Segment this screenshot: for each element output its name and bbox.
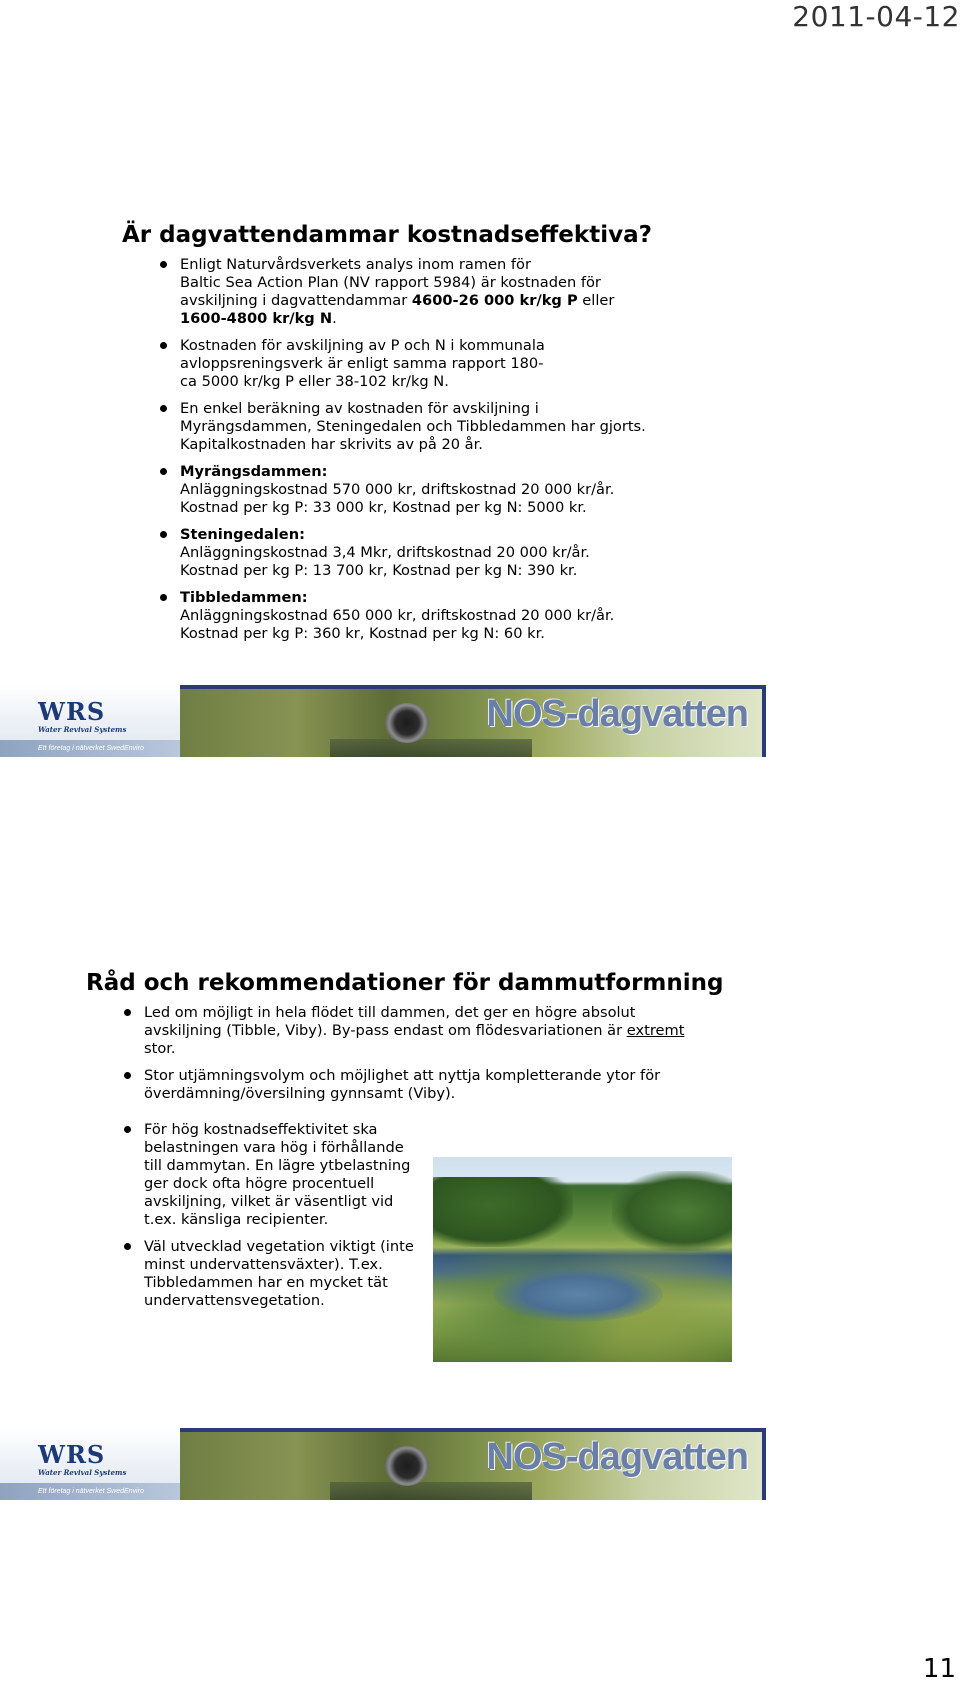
footer-banner	[0, 685, 766, 757]
bullet-item	[122, 1121, 432, 1229]
bullet-line	[180, 589, 778, 607]
text-run: avskiljning (Tibble, Viby). By-pass endast om flödesvariationen är	[144, 1022, 627, 1039]
bullet-line	[180, 373, 778, 391]
logo-letters: WRS	[38, 697, 106, 726]
bullet-dot-icon	[160, 531, 167, 538]
text-run: Tibbledammen:	[180, 589, 308, 606]
bullet-line	[180, 499, 778, 517]
text-run: .	[332, 310, 337, 327]
pond-water	[493, 1267, 663, 1322]
bullet-item	[158, 337, 778, 391]
bullet-line	[180, 400, 778, 418]
text-run: En enkel beräkning av kostnaden för avskiljning i	[180, 400, 539, 417]
bullet-line	[144, 1211, 432, 1229]
bullet-dot-icon	[124, 1072, 131, 1079]
logo-subtitle: Water Revival Systems	[38, 725, 127, 734]
text-run: Myrängsdammen:	[180, 463, 328, 480]
bullet-item	[158, 589, 778, 643]
bullet-line	[144, 1274, 432, 1292]
text-run: eller	[577, 292, 615, 309]
bullet-line	[180, 481, 778, 499]
bullet-line	[180, 526, 778, 544]
culvert-pipe-icon	[385, 1446, 429, 1486]
bullet-line	[144, 1085, 802, 1103]
bullet-line	[144, 1256, 432, 1274]
pond-photo	[433, 1157, 732, 1362]
bullet-line	[144, 1067, 802, 1085]
bullet-line	[144, 1121, 432, 1139]
wrs-logo	[0, 685, 180, 757]
pond-trees-right	[612, 1171, 732, 1251]
footer-banner	[0, 1428, 766, 1500]
bullet-line	[144, 1139, 432, 1157]
text-run: Kapitalkostnaden har skrivits av på 20 år.	[180, 436, 483, 453]
text-run: För hög kostnadseffektivitet ska	[144, 1121, 378, 1138]
text-run: t.ex. känsliga recipienter.	[144, 1211, 329, 1228]
text-run: avskiljning, vilket är väsentligt vid	[144, 1193, 394, 1210]
bullet-line	[180, 544, 778, 562]
page-date: 2011-04-12	[792, 0, 960, 33]
text-run: undervattensvegetation.	[144, 1292, 325, 1309]
text-run: Kostnad per kg P: 360 kr, Kostnad per kg N: 60 kr.	[180, 625, 545, 642]
text-run: Kostnad per kg P: 13 700 kr, Kostnad per kg N: 390 kr.	[180, 562, 578, 579]
bullet-line	[144, 1238, 432, 1256]
bullet-line	[180, 436, 778, 454]
bullet-dot-icon	[160, 342, 167, 349]
bullet-line	[180, 292, 778, 310]
text-run: Stor utjämningsvolym och möjlighet att nyttja kompletterande ytor för	[144, 1067, 661, 1084]
text-run: Tibbledammen har en mycket tät	[144, 1274, 388, 1291]
bullet-line	[180, 310, 778, 328]
banner-water	[330, 1482, 532, 1500]
text-run: belastningen vara hög i förhållande	[144, 1139, 404, 1156]
text-run: Steningedalen:	[180, 526, 305, 543]
bullet-line	[144, 1040, 802, 1058]
bullet-line	[144, 1193, 432, 1211]
slide1-title: Är dagvattendammar kostnadseffektiva?	[122, 222, 652, 248]
bullet-line	[144, 1157, 432, 1175]
text-run: Anläggningskostnad 570 000 kr, driftskostnad 20 000 kr/år.	[180, 481, 615, 498]
slide1-bullet-list	[158, 256, 778, 652]
bullet-line	[180, 355, 778, 373]
banner-water	[330, 739, 532, 757]
text-run: minst undervattensväxter). T.ex.	[144, 1256, 383, 1273]
text-run: Kostnaden för avskiljning av P och N i kommunala	[180, 337, 545, 354]
pond-trees-left	[433, 1177, 573, 1247]
bullet-dot-icon	[160, 594, 167, 601]
bullet-line	[180, 562, 778, 580]
text-run: avskiljning i dagvattendammar	[180, 292, 412, 309]
bullet-line	[180, 463, 778, 481]
text-run: Baltic Sea Action Plan (NV rapport 5984) är kostnaden för	[180, 274, 601, 291]
text-run: ca 5000 kr/kg P eller 38-102 kr/kg N.	[180, 373, 449, 390]
bullet-item	[158, 256, 778, 328]
bullet-line	[180, 337, 778, 355]
slide2-bullet-list-top	[122, 1004, 802, 1112]
text-run: överdämning/översilning gynnsamt (Viby).	[144, 1085, 456, 1102]
text-run: Anläggningskostnad 650 000 kr, driftskostnad 20 000 kr/år.	[180, 607, 615, 624]
text-run: ger dock ofta högre procentuell	[144, 1175, 375, 1192]
text-run: extremt	[626, 1022, 685, 1039]
bullet-dot-icon	[124, 1009, 131, 1016]
bullet-dot-icon	[160, 261, 167, 268]
logo-letters: WRS	[38, 1440, 106, 1469]
text-run: 1600-4800 kr/kg N	[180, 310, 333, 327]
slide2-bullet-list-bottom	[122, 1121, 432, 1319]
bullet-line	[180, 274, 778, 292]
text-run: Enligt Naturvårdsverkets analys inom ramen för	[180, 256, 531, 273]
bullet-line	[144, 1175, 432, 1193]
text-run: Väl utvecklad vegetation viktigt (inte	[144, 1238, 414, 1255]
text-run: Kostnad per kg P: 33 000 kr, Kostnad per kg N: 5000 kr.	[180, 499, 587, 516]
brand-name: NOS-dagvatten	[486, 1436, 748, 1478]
bullet-line	[180, 607, 778, 625]
bullet-line	[180, 418, 778, 436]
logo-tagline: Ett företag i nätverket SwedEnviro	[0, 740, 180, 757]
bullet-line	[180, 625, 778, 643]
bullet-dot-icon	[160, 468, 167, 475]
banner-photo	[180, 1428, 766, 1500]
text-run: avloppsreningsverk är enligt samma rapport 180-	[180, 355, 544, 372]
page-number: 11	[922, 1654, 956, 1684]
text-run: Anläggningskostnad 3,4 Mkr, driftskostnad 20 000 kr/år.	[180, 544, 590, 561]
bullet-line	[180, 256, 778, 274]
bullet-dot-icon	[124, 1126, 131, 1133]
bullet-item	[158, 463, 778, 517]
bullet-line	[144, 1004, 802, 1022]
bullet-item	[122, 1004, 802, 1058]
bullet-dot-icon	[124, 1243, 131, 1250]
text-run: stor.	[144, 1040, 176, 1057]
text-run: till dammytan. En lägre ytbelastning	[144, 1157, 411, 1174]
logo-subtitle: Water Revival Systems	[38, 1468, 127, 1477]
text-run: Led om möjligt in hela flödet till dammen, det ger en högre absolut	[144, 1004, 636, 1021]
bullet-item	[158, 400, 778, 454]
bullet-line	[144, 1292, 432, 1310]
wrs-logo	[0, 1428, 180, 1500]
bullet-item	[122, 1238, 432, 1310]
banner-photo	[180, 685, 766, 757]
logo-tagline: Ett företag i nätverket SwedEnviro	[0, 1483, 180, 1500]
text-run: Myrängsdammen, Steningedalen och Tibbledammen har gjorts.	[180, 418, 646, 435]
bullet-line	[144, 1022, 802, 1040]
text-run: 4600-26 000 kr/kg P	[411, 292, 578, 309]
brand-name: NOS-dagvatten	[486, 693, 748, 735]
bullet-item	[158, 526, 778, 580]
culvert-pipe-icon	[385, 703, 429, 743]
bullet-item	[122, 1067, 802, 1103]
bullet-dot-icon	[160, 405, 167, 412]
slide2-title: Råd och rekommendationer för dammutformning	[86, 970, 724, 996]
